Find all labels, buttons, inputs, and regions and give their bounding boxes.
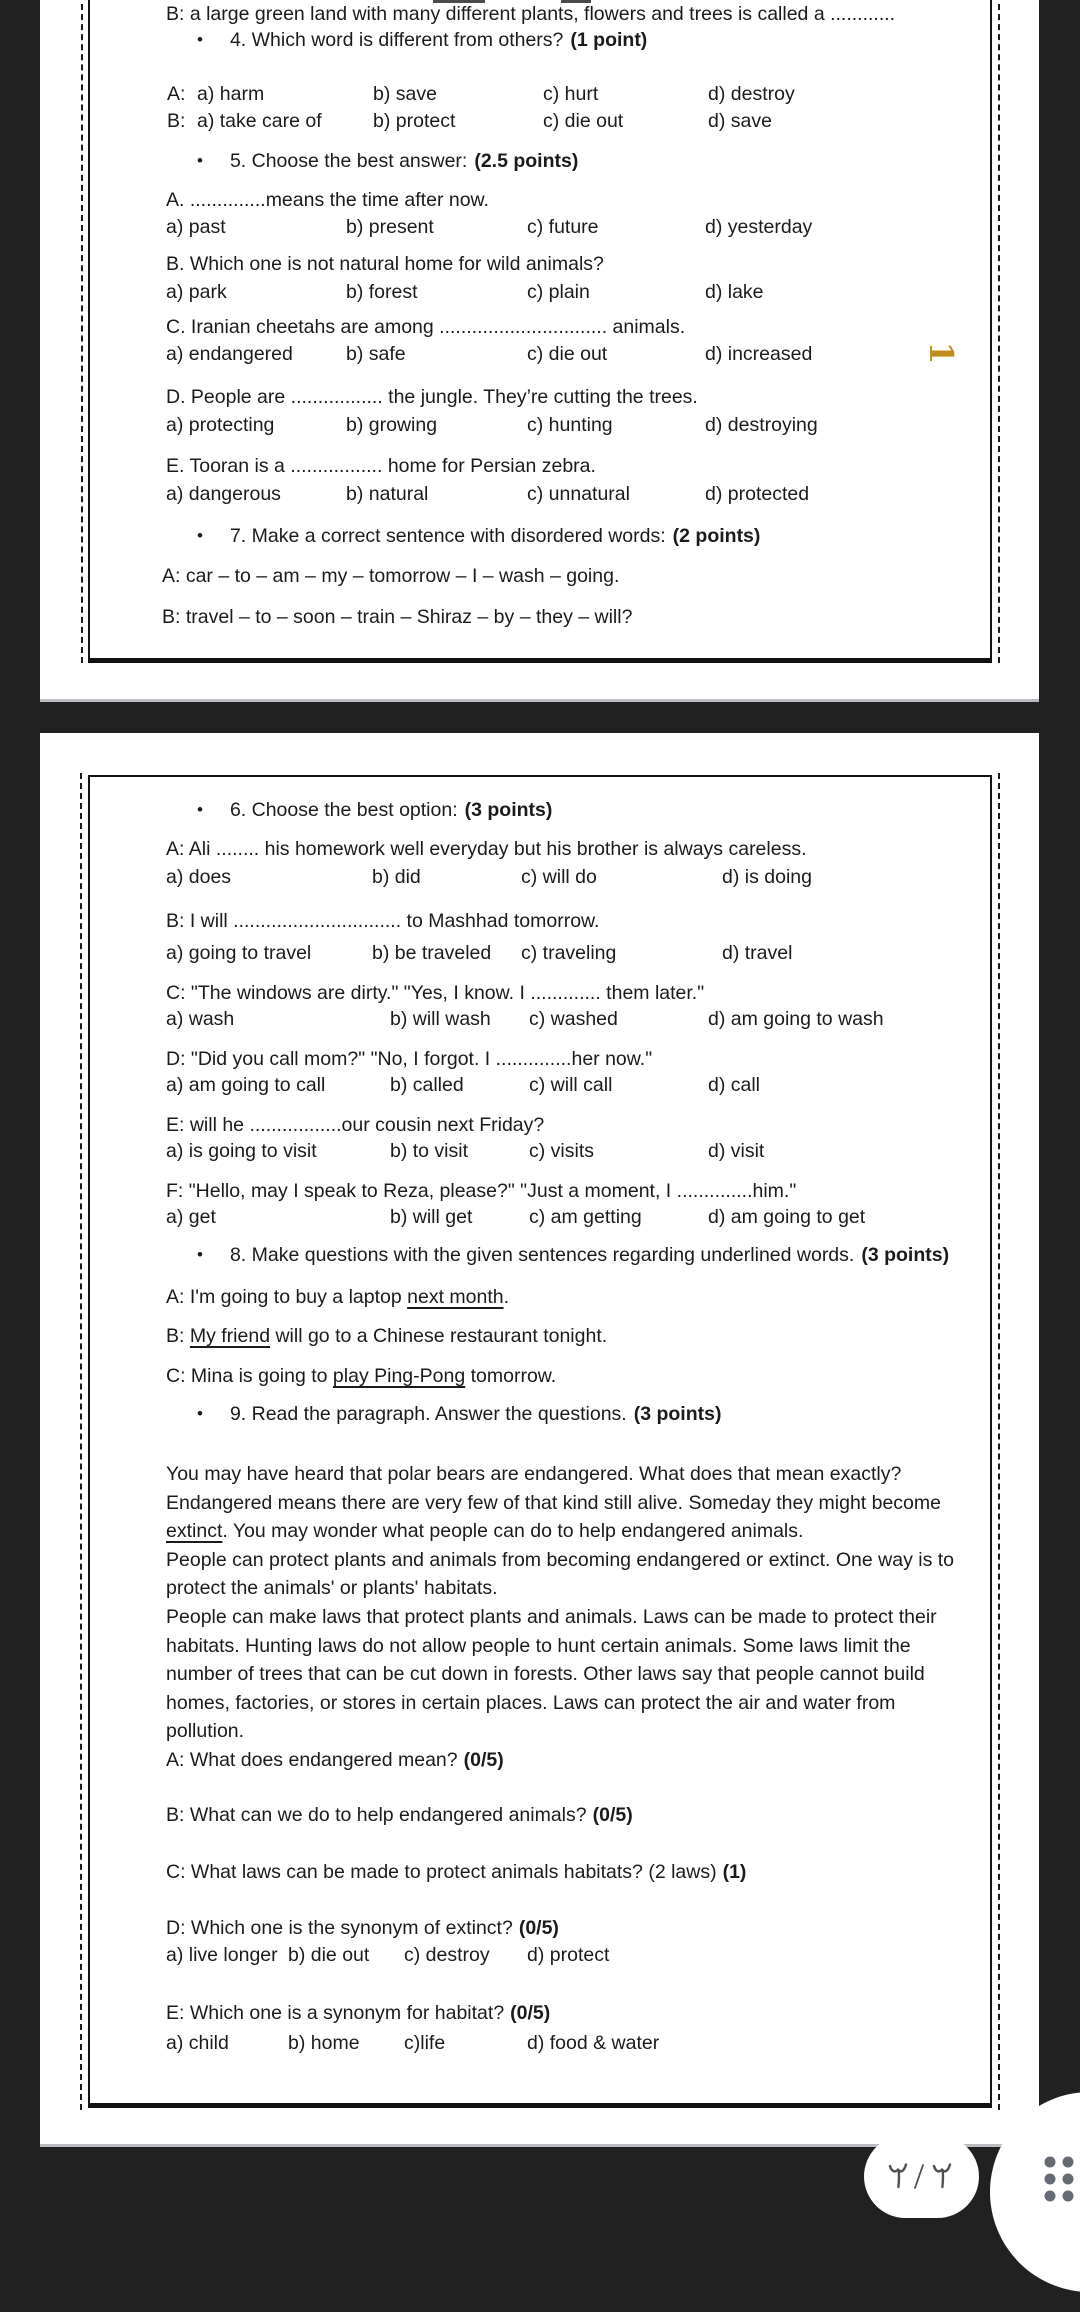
- question-5-title: [197, 150, 578, 173]
- option-b: b) safe: [346, 343, 406, 365]
- option-c: c) hunting: [527, 414, 613, 436]
- question-4-title: [197, 29, 647, 52]
- underlined-words: next month: [407, 1286, 504, 1308]
- option-d: d) visit: [708, 1140, 765, 1162]
- option-c: c) washed: [529, 1008, 618, 1030]
- option-d: d) lake: [705, 281, 764, 303]
- option-b: b) will get: [390, 1206, 473, 1228]
- paragraph-line: homes, factories, or stores in certain places. Laws can protect the air and water from: [166, 1691, 896, 1714]
- question-8-title: [197, 1244, 949, 1267]
- question-stem: D. People are ................. the jungle. They’re cutting the trees.: [166, 386, 698, 408]
- option-a: a) does: [166, 866, 232, 888]
- option-row: [166, 413, 818, 437]
- option-b: b) forest: [346, 281, 418, 303]
- question-stem: C: "The windows are dirty." "Yes, I know. I ............. them later.": [166, 982, 705, 1004]
- option-b: b) save: [373, 83, 437, 105]
- option-a: a) wash: [166, 1008, 235, 1030]
- option-d: d) increased: [705, 343, 813, 365]
- option-d: d) food & water: [527, 2032, 660, 2054]
- page-indicator: [864, 2135, 979, 2218]
- option-a: a) live longer: [166, 1944, 278, 1966]
- paragraph-text: . You may wonder what people can do to help endangered animals.: [222, 1520, 804, 1543]
- page-border-solid: [88, 775, 992, 2108]
- bullet-icon: •: [197, 151, 203, 170]
- option-d: d) yesterday: [705, 216, 813, 238]
- paragraph-line: People can make laws that protect plants and animals. Laws can be made to protect their: [166, 1605, 937, 1628]
- question-points: (1): [722, 1861, 747, 1883]
- option-c: c)life: [404, 2032, 446, 2054]
- question-title-text: 8. Make questions with the given sentences regarding underlined words.: [229, 1244, 855, 1266]
- question-points: (3 points): [633, 1403, 722, 1425]
- option-row: [166, 1943, 609, 1967]
- bullet-icon: •: [197, 1404, 203, 1423]
- question-6-title: [197, 799, 552, 822]
- page-border-dashed: [80, 773, 1000, 2110]
- option-d: d) save: [708, 110, 772, 132]
- bullet-icon: •: [197, 1245, 203, 1264]
- question-stem: B. Which one is not natural home for wild animals?: [166, 253, 604, 275]
- comprehension-question-e: [166, 2001, 550, 2025]
- option-b: b) be traveled: [372, 942, 492, 964]
- disordered-words-b: B: travel – to – soon – train – Shiraz – by – they – will?: [162, 606, 633, 628]
- comprehension-question-c: [166, 1860, 746, 1884]
- option-row: [166, 1007, 884, 1031]
- option-a: a) child: [166, 2032, 229, 2054]
- option-c: c) destroy: [404, 1944, 490, 1966]
- question-points: (0/5): [463, 1749, 504, 1771]
- comprehension-question-a: [166, 1748, 504, 1772]
- option-b: b) die out: [288, 1944, 370, 1966]
- question-points: (0/5): [510, 2002, 551, 2024]
- question-stem: B: I will ............................... to Mashhad tomorrow.: [166, 910, 600, 932]
- option-a: a) going to travel: [166, 942, 312, 964]
- document-page-2: [40, 733, 1039, 2147]
- six-dots-grid-icon: [1044, 2156, 1076, 2204]
- document-page-1: [40, 0, 1039, 702]
- option-row: [166, 1205, 865, 1229]
- option-d: d) protected: [705, 483, 810, 505]
- option-c: c) future: [527, 216, 599, 238]
- option-a: a) endangered: [166, 343, 293, 365]
- option-c: c) hurt: [543, 83, 599, 105]
- slash: [915, 2165, 923, 2188]
- paragraph-line: Endangered means there are very few of that kind still alive. Someday they might become: [166, 1491, 941, 1514]
- question-text: B: What can we do to help endangered animals?: [166, 1804, 587, 1826]
- option-b: b) protect: [373, 110, 456, 132]
- paragraph-line: habitats. Hunting laws do not allow people to hunt certain animals. Some laws limit the: [166, 1634, 911, 1657]
- option-d: d) destroy: [708, 83, 795, 105]
- option-d: d) am going to get: [708, 1206, 866, 1228]
- option-row: [166, 215, 812, 239]
- sentence-text: will go to a Chinese restaurant tonight.: [270, 1325, 608, 1347]
- underlined-word: extinct: [166, 1520, 223, 1543]
- rotated-page-number-marker: 1: [922, 341, 961, 365]
- option-a: a) park: [166, 281, 227, 303]
- option-row: [166, 1073, 760, 1097]
- option-c: c) will call: [529, 1074, 613, 1096]
- sentence-text: A: I'm going to buy a laptop: [166, 1286, 408, 1308]
- option-a: a) protecting: [166, 414, 275, 436]
- sentence-text: .: [503, 1286, 510, 1308]
- question-stem: F: "Hello, may I speak to Reza, please?" "Just a moment, I ..............him.": [166, 1180, 797, 1202]
- underlined-words: My friend: [189, 1325, 271, 1347]
- sentence-text: B:: [166, 1325, 190, 1347]
- option-a: a) take care of: [197, 110, 322, 132]
- paragraph-line: protect the animals' or plants' habitats.: [166, 1577, 498, 1600]
- bullet-icon: •: [197, 30, 203, 49]
- option-row: [166, 2031, 659, 2055]
- page-indicator-digits: [888, 2161, 956, 2193]
- question-stem: E. Tooran is a ................. home for Persian zebra.: [166, 455, 596, 477]
- option-row: [166, 1139, 764, 1163]
- option-c: c) am getting: [529, 1206, 642, 1228]
- option-row: [166, 280, 764, 304]
- question-points: (1 point): [570, 29, 648, 51]
- question-7-title: [197, 525, 760, 548]
- question-text: D: Which one is the synonym of extinct?: [166, 1917, 513, 1939]
- paragraph-line: pollution.: [166, 1720, 245, 1743]
- persian-digit-two: [934, 2164, 950, 2187]
- option-d: d) call: [708, 1074, 761, 1096]
- question-points: (0/5): [592, 1804, 633, 1826]
- option-c: c) die out: [543, 110, 624, 132]
- option-d: d) protect: [527, 1944, 610, 1966]
- comprehension-question-b: [166, 1803, 633, 1827]
- option-d: d) am going to wash: [708, 1008, 884, 1030]
- option-c: c) unnatural: [527, 483, 630, 505]
- option-d: d) is doing: [722, 866, 812, 888]
- sentence-a: [166, 1285, 509, 1309]
- disordered-words-a: A: car – to – am – my – tomorrow – I – wash – going.: [162, 565, 620, 587]
- option-b: b) present: [346, 216, 434, 238]
- row-label: A:: [167, 83, 186, 105]
- option-b: b) natural: [346, 483, 429, 505]
- bullet-icon: •: [197, 526, 203, 545]
- question-stem: A. ..............means the time after now.: [166, 189, 489, 211]
- option-c: c) die out: [527, 343, 608, 365]
- option-c: c) traveling: [521, 942, 617, 964]
- sentence-text: C: Mina is going to: [166, 1365, 333, 1387]
- option-a: a) get: [166, 1206, 216, 1228]
- question-points: (2.5 points): [474, 150, 579, 172]
- question-9-title: [197, 1403, 721, 1426]
- option-b: b) growing: [346, 414, 438, 436]
- question-stem: D: "Did you call mom?" "No, I forgot. I ..............her now.": [166, 1048, 653, 1070]
- option-row: [166, 342, 812, 366]
- question-points: (3 points): [464, 799, 553, 821]
- row-label: B:: [167, 110, 186, 132]
- question-points: (3 points): [861, 1244, 950, 1266]
- question-3b-line: B: a large green land with many different plants, flowers and trees is called a ............: [166, 3, 896, 25]
- option-a: a) dangerous: [166, 483, 281, 505]
- paragraph-line: People can protect plants and animals from becoming endangered or extinct. One way is to: [166, 1548, 955, 1571]
- persian-digit-two: [890, 2164, 906, 2187]
- option-b: b) did: [372, 866, 421, 888]
- question-points: (2 points): [672, 525, 761, 547]
- option-a: a) is going to visit: [166, 1140, 317, 1162]
- comprehension-question-d: [166, 1916, 559, 1940]
- option-c: c) plain: [527, 281, 590, 303]
- option-a: a) past: [166, 216, 226, 238]
- option-b: b) to visit: [390, 1140, 469, 1162]
- question-text: C: What laws can be made to protect animals habitats? (2 laws): [166, 1861, 717, 1883]
- question-stem: E: will he .................our cousin next Friday?: [166, 1114, 545, 1136]
- option-row: [167, 109, 772, 133]
- option-a: a) am going to call: [166, 1074, 326, 1096]
- question-text: E: Which one is a synonym for habitat?: [166, 2002, 505, 2024]
- option-row: [166, 865, 812, 889]
- sentence-b: [166, 1324, 607, 1348]
- question-points: (0/5): [518, 1917, 559, 1939]
- paragraph-line: number of trees that can be cut down in forests. Other laws say that people cannot build: [166, 1663, 925, 1686]
- question-title-text: 6. Choose the best option:: [229, 799, 458, 821]
- question-title-text: 7. Make a correct sentence with disordered words:: [229, 525, 666, 547]
- option-d: d) travel: [722, 942, 793, 964]
- question-title-text: 4. Which word is different from others?: [229, 29, 564, 51]
- underlined-words: play Ping-Pong: [332, 1365, 466, 1387]
- sentence-text: tomorrow.: [465, 1365, 557, 1387]
- option-c: c) will do: [521, 866, 597, 888]
- option-d: d) destroying: [705, 414, 818, 436]
- reading-paragraph: [166, 1460, 954, 1746]
- option-a: a) harm: [197, 83, 265, 105]
- sentence-c: [166, 1364, 556, 1388]
- question-stem: C. Iranian cheetahs are among ............................... animals.: [166, 316, 686, 338]
- option-c: c) visits: [529, 1140, 594, 1162]
- paragraph-line: You may have heard that polar bears are endangered. What does that mean exactly?: [166, 1463, 902, 1485]
- option-b: b) called: [390, 1074, 464, 1096]
- bullet-icon: •: [197, 800, 203, 819]
- question-title-text: 9. Read the paragraph. Answer the questions.: [229, 1403, 627, 1425]
- option-b: b) home: [288, 2032, 360, 2054]
- question-text: A: What does endangered mean?: [166, 1749, 458, 1771]
- question-title-text: 5. Choose the best answer:: [229, 150, 468, 172]
- option-row: [166, 482, 809, 506]
- option-b: b) will wash: [390, 1008, 491, 1030]
- question-stem: A: Ali ........ his homework well everyday but his brother is always careless.: [166, 838, 807, 860]
- option-row: [166, 941, 792, 965]
- option-row: [167, 82, 795, 106]
- paragraph-line: [166, 1517, 954, 1546]
